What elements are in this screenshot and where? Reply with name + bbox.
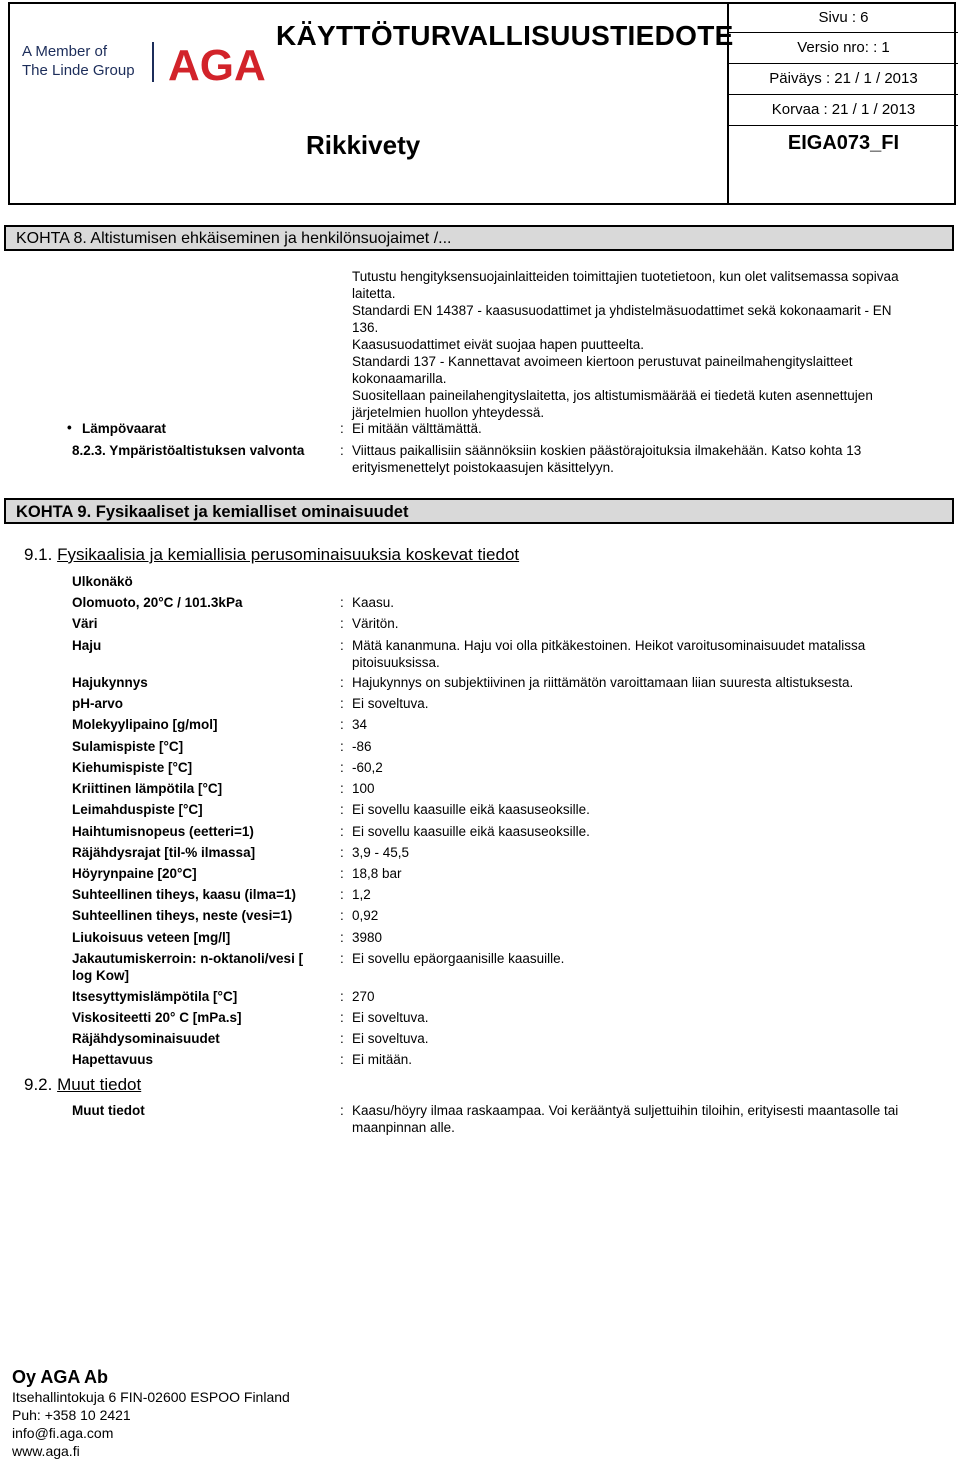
aga-logo [168, 40, 266, 90]
resp-line: Standardi 137 - Kannettavat avoimeen kiertoon perustuvat paineilmahengityslaitteet [352, 354, 853, 369]
property-value-line: -60,2 [352, 760, 383, 775]
header-info-box [727, 4, 958, 203]
property-label [72, 716, 332, 733]
property-label [72, 637, 332, 654]
property-value [352, 988, 942, 1005]
section-8-bar: KOHTA 8. Altistumisen ehkäiseminen ja henkilönsuojaimet /... [4, 225, 954, 251]
property-label-line: Kiehumispiste [°C] [72, 760, 193, 775]
property-label [72, 988, 332, 1005]
colon: : [340, 696, 344, 711]
colon: : [340, 1103, 344, 1118]
document-header [8, 2, 956, 205]
property-value [352, 716, 942, 733]
property-value-line: Kaasu. [352, 595, 395, 610]
colon: : [340, 595, 344, 610]
env-exposure-label: 8.2.3. Ympäristöaltistuksen valvonta [72, 443, 305, 458]
company-address: Itsehallintokuja 6 FIN-02600 ESPOO Finland [12, 1389, 290, 1405]
property-label-line: Olomuoto, 20°C / 101.3kPa [72, 595, 243, 610]
property-value [352, 780, 942, 797]
other-info-value [352, 1102, 942, 1136]
property-value-line: Hajukynnys on subjektiivinen ja riittämätön varoittamaan liian suuresta altistuksesta. [352, 675, 854, 690]
page-number: Sivu : 6 [729, 4, 958, 33]
env-exposure-value [352, 442, 942, 476]
property-value-line: 100 [352, 781, 375, 796]
section-9-bar: KOHTA 9. Fysikaaliset ja kemialliset ominaisuudet [4, 498, 954, 524]
property-value [352, 759, 942, 776]
property-label [72, 929, 332, 946]
subsection-number: 9.2. [24, 1075, 53, 1094]
property-value [352, 1051, 942, 1068]
colon: : [340, 824, 344, 839]
linde-group-text [22, 42, 135, 80]
property-value [352, 886, 942, 903]
property-value [352, 637, 942, 671]
property-label-line: Höyrynpaine [20°C] [72, 866, 197, 881]
resp-line: 136. [352, 320, 379, 335]
property-value [352, 844, 942, 861]
colon: : [340, 951, 344, 966]
property-value [352, 865, 942, 882]
property-label-line: Hapettavuus [72, 1052, 154, 1067]
colon: : [340, 802, 344, 817]
logo-area [10, 4, 270, 124]
property-label [72, 801, 332, 818]
property-label [72, 865, 332, 882]
property-value [352, 695, 942, 712]
property-label-line: Haihtumisnopeus (eetteri=1) [72, 824, 254, 839]
issue-date: Päiväys : 21 / 1 / 2013 [729, 64, 958, 95]
property-value-line: Ei soveltuva. [352, 1031, 429, 1046]
property-value [352, 907, 942, 924]
property-label [72, 695, 332, 712]
property-label-line: Leimahduspiste [°C] [72, 802, 203, 817]
property-value-line: 18,8 bar [352, 866, 402, 881]
colon: : [340, 443, 344, 458]
property-value-line: 3,9 - 45,5 [352, 845, 410, 860]
subsection-9-1-title [24, 545, 519, 565]
property-value-line: Ei sovellu kaasuille eikä kaasuseoksille. [352, 824, 590, 839]
respiratory-protection-text [352, 268, 952, 421]
property-value-line: Ei soveltuva. [352, 696, 429, 711]
property-label-line: Räjähdysrajat [til-% ilmassa] [72, 845, 256, 860]
colon: : [340, 760, 344, 775]
other-info-label: Muut tiedot [72, 1103, 145, 1118]
colon: : [340, 1031, 344, 1046]
colon: : [340, 845, 344, 860]
property-value [352, 929, 942, 946]
property-value-line: 3980 [352, 930, 383, 945]
subsection-heading: Fysikaalisia ja kemiallisia perusominaisuuksia koskevat tiedot [57, 545, 520, 564]
property-label [72, 780, 332, 797]
property-label-line: Räjähdysominaisuudet [72, 1031, 220, 1046]
subsection-9-2-title [24, 1075, 141, 1095]
company-email[interactable]: info@fi.aga.com [12, 1425, 114, 1441]
colon: : [340, 421, 344, 436]
company-website[interactable]: www.aga.fi [12, 1443, 80, 1459]
version-number: Versio nro: : 1 [729, 33, 958, 64]
property-label [72, 615, 332, 632]
property-value [352, 615, 942, 632]
property-label [72, 1051, 332, 1068]
property-value-line: Ei sovellu kaasuille eikä kaasuseoksille. [352, 802, 590, 817]
company-phone: Puh: +358 10 2421 [12, 1407, 131, 1423]
property-value-line: 1,2 [352, 887, 371, 902]
property-value [352, 950, 942, 967]
colon: : [340, 887, 344, 902]
resp-line: Standardi EN 14387 - kaasusuodattimet ja yhdistelmäsuodattimet sekä kokonaamarit - EN [352, 303, 892, 318]
property-value-line: 34 [352, 717, 368, 732]
property-label [72, 1030, 332, 1047]
property-label-line: Viskositeetti 20° C [mPa.s] [72, 1010, 242, 1025]
property-label [72, 886, 332, 903]
appearance-label: Ulkonäkö [72, 574, 133, 589]
property-value-line: Ei soveltuva. [352, 1010, 429, 1025]
property-label [72, 759, 332, 776]
env-value-line: Viittaus paikallisiin säännöksiin koskien päästörajoituksia ilmakehään. Katso kohta 13 [352, 443, 862, 458]
property-label-line: Itsesyttymislämpötila [°C] [72, 989, 238, 1004]
colon: : [340, 781, 344, 796]
colon: : [340, 638, 344, 653]
property-value [352, 823, 942, 840]
property-label-line: Kriittinen lämpötila [°C] [72, 781, 223, 796]
property-label-line: Jakautumiskerroin: n-oktanoli/vesi [ [72, 951, 304, 966]
property-label-line: Haju [72, 638, 102, 653]
property-label [72, 738, 332, 755]
property-value-line: 0,92 [352, 908, 379, 923]
property-value [352, 594, 942, 611]
thermal-hazards-label [67, 420, 167, 437]
property-value [352, 738, 942, 755]
property-label-line: Suhteellinen tiheys, kaasu (ilma=1) [72, 887, 296, 902]
linde-line-1: A Member of [22, 43, 108, 60]
property-label-line: Molekyylipaino [g/mol] [72, 717, 218, 732]
property-label-line: Sulamispiste [°C] [72, 739, 184, 754]
product-name: Rikkivety [306, 130, 421, 160]
property-label [72, 674, 332, 691]
colon: : [340, 717, 344, 732]
document-title: KÄYTTÖTURVALLISUUSTIEDOTE [276, 20, 734, 51]
colon: : [340, 739, 344, 754]
colon: : [340, 908, 344, 923]
thermal-label-text: Lämpövaarat [82, 421, 167, 436]
subsection-heading: Muut tiedot [57, 1075, 142, 1094]
property-label [72, 950, 332, 984]
property-label [72, 1009, 332, 1026]
property-label [72, 823, 332, 840]
property-value-line: -86 [352, 739, 372, 754]
colon: : [340, 1010, 344, 1025]
document-code: EIGA073_FI [787, 132, 900, 154]
property-value [352, 1030, 942, 1047]
colon: : [340, 1052, 344, 1067]
property-label-line: Suhteellinen tiheys, neste (vesi=1) [72, 908, 293, 923]
property-label [72, 594, 332, 611]
colon: : [340, 616, 344, 631]
property-value [352, 674, 942, 691]
env-value-line: erityismenettelyt poistokaasujen käsittelyyn. [352, 460, 614, 475]
logo-separator [152, 42, 154, 82]
property-value [352, 801, 942, 818]
other-value-line: Kaasu/höyry ilmaa raskaampaa. Voi kerääntyä suljettuihin tiloihin, erityisesti maantasolle tai [352, 1103, 899, 1118]
other-value-line: maanpinnan alle. [352, 1120, 455, 1135]
linde-line-2: The Linde Group [22, 62, 135, 79]
replaces-date: Korvaa : 21 / 1 / 2013 [729, 95, 958, 126]
resp-line: järjetelmien huollon yhteydessä. [352, 405, 545, 420]
company-footer [12, 1366, 290, 1460]
subsection-number: 9.1. [24, 545, 53, 564]
resp-line: Kaasusuodattimet eivät suojaa hapen puutteelta. [352, 337, 644, 352]
property-value-line: Mätä kananmuna. Haju voi olla pitkäkestoinen. Heikot varoitusominaisuudet matalissa [352, 638, 866, 653]
resp-line: Suositellaan paineilahengityslaitetta, jos altistumismäärää ei tiedetä kuten asennettujen [352, 388, 873, 403]
property-value-line: Ei sovellu epäorgaanisille kaasuille. [352, 951, 565, 966]
colon: : [340, 930, 344, 945]
property-value-line: Väritön. [352, 616, 399, 631]
property-label [72, 844, 332, 861]
resp-line: laitetta. [352, 286, 396, 301]
company-name: Oy AGA Ab [12, 1367, 109, 1387]
property-label-line: Hajukynnys [72, 675, 148, 690]
colon: : [340, 866, 344, 881]
property-label-line: Väri [72, 616, 98, 631]
property-value-line: 270 [352, 989, 375, 1004]
bullet-icon: • [67, 420, 72, 435]
property-label-line: log Kow] [72, 968, 129, 983]
property-label-line: Liukoisuus veteen [mg/l] [72, 930, 231, 945]
svg-text:AGA: AGA [168, 41, 266, 90]
property-label-line: pH-arvo [72, 696, 124, 711]
property-value [352, 1009, 942, 1026]
property-label [72, 907, 332, 924]
property-value-line: Ei mitään. [352, 1052, 413, 1067]
colon: : [340, 675, 344, 690]
thermal-hazards-value: Ei mitään välttämättä. [352, 421, 482, 436]
property-value-line: pitoisuuksissa. [352, 655, 440, 670]
colon: : [340, 989, 344, 1004]
resp-line: kokonaamarilla. [352, 371, 447, 386]
resp-line: Tutustu hengityksensuojainlaitteiden toimittajien tuotetietoon, kun olet valitsemassa sopivaa [352, 269, 899, 284]
